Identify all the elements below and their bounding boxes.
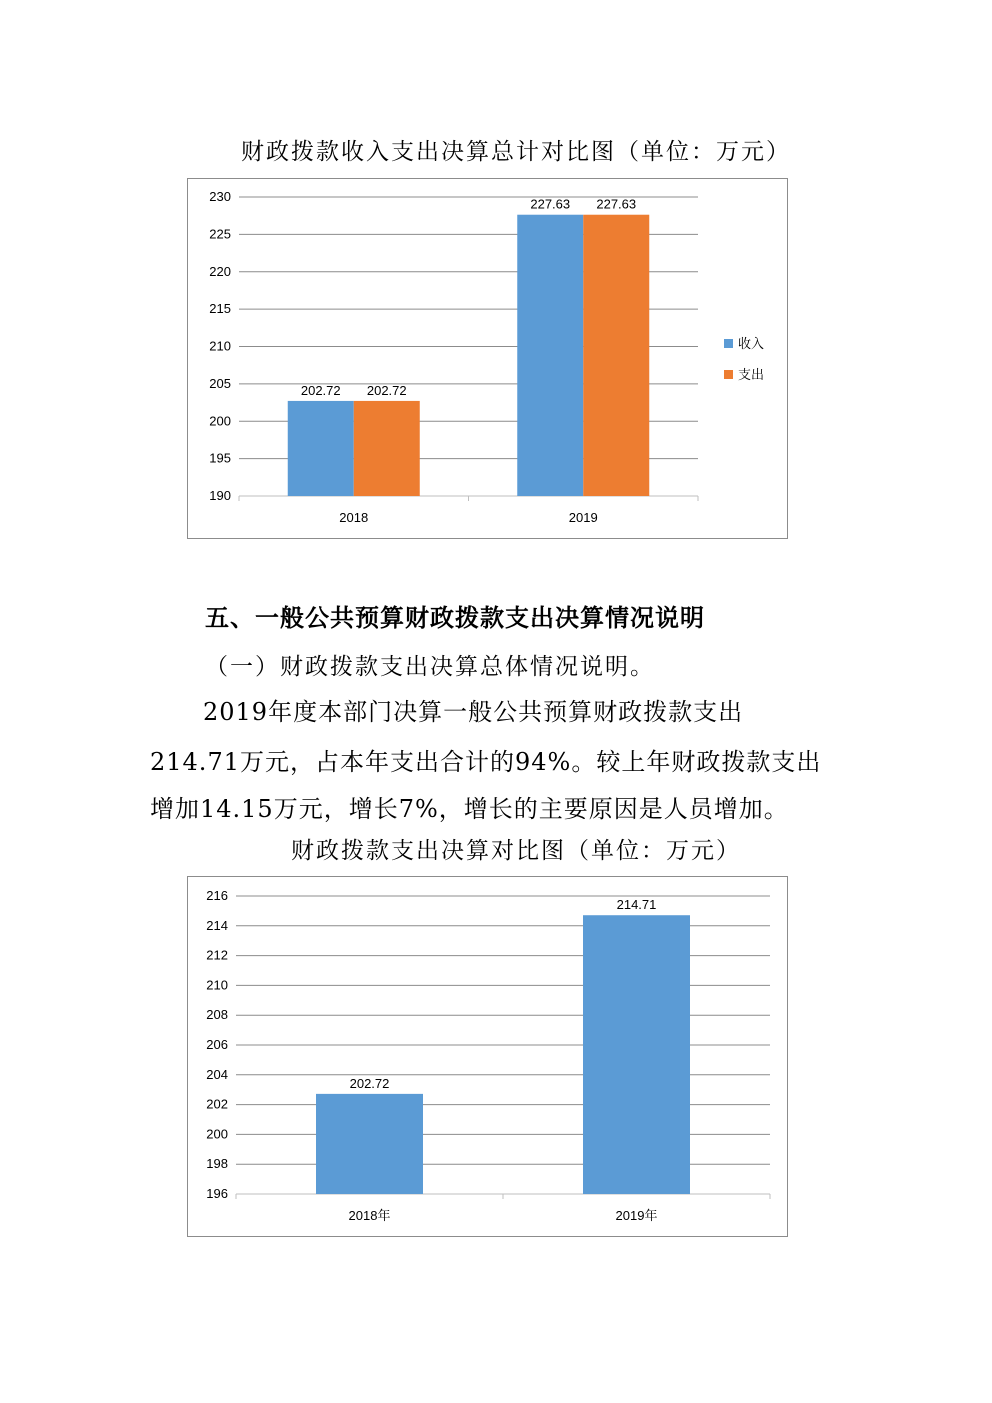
chart1-ytick-label: 220 (209, 263, 231, 279)
chart2-ytick-label: 202 (206, 1096, 228, 1112)
chart1-data-label: 202.72 (366, 382, 407, 398)
chart1-data-label: 227.63 (596, 196, 637, 212)
chart2-ytick-label: 204 (206, 1066, 228, 1082)
chart2-title: 财政拨款支出决算对比图（单位：万元） (291, 838, 741, 864)
chart2-bar-2019年-支出 (583, 915, 690, 1194)
chart1-ytick-label: 230 (209, 189, 231, 204)
chart1-ytick-label: 195 (209, 450, 231, 466)
chart2-ytick-label: 212 (206, 947, 228, 963)
chart2-ytick-label: 196 (206, 1186, 228, 1201)
chart2-frame (187, 876, 788, 1237)
chart1-ytick-label: 210 (209, 338, 231, 354)
chart1-category-label: 2019 (568, 510, 598, 525)
chart2-ytick-label: 198 (206, 1156, 228, 1172)
section-subheading: （一）财政拨款支出决算总体情况说明。 (205, 654, 655, 680)
chart1-ytick-label: 200 (209, 413, 231, 429)
chart1-bar-2019-收入 (517, 215, 583, 496)
paragraph-line-1: 2019年度本部门决算一般公共预算财政拨款支出 (203, 698, 744, 726)
chart1-ytick-label: 205 (209, 375, 231, 391)
chart1-plot (188, 179, 787, 538)
chart2-plot (188, 877, 787, 1236)
chart1-bar-2019-支出 (583, 215, 649, 496)
chart1-legend-label: 收入 (738, 337, 765, 352)
chart1-legend-swatch (724, 370, 733, 379)
chart1-title: 财政拨款收入支出决算总计对比图（单位：万元） (241, 139, 791, 165)
paragraph-line-2: 214.71万元，占本年支出合计的94%。较上年财政拨款支出 (150, 748, 822, 776)
chart1-ytick-label: 215 (209, 301, 231, 317)
chart1-ytick-label: 225 (209, 226, 231, 242)
chart2-ytick-label: 214 (206, 917, 228, 933)
paragraph-line-3: 增加14.15万元，增长7%，增长的主要原因是人员增加。 (150, 795, 789, 823)
chart2-ytick-label: 200 (206, 1126, 228, 1142)
chart1-ytick-label: 190 (209, 488, 231, 503)
chart1-data-label: 227.63 (530, 196, 571, 212)
chart2-ytick-label: 210 (206, 977, 228, 993)
chart2-ytick-label: 206 (206, 1037, 228, 1052)
chart1-frame (187, 178, 788, 539)
chart1-legend-swatch (724, 339, 733, 348)
chart1-data-label: 202.72 (300, 382, 341, 398)
chart2-ytick-label: 216 (206, 888, 228, 903)
chart2-category-label: 2018年 (348, 1208, 391, 1223)
chart1-category-label: 2018 (339, 510, 369, 525)
chart1-bar-2018-支出 (354, 401, 420, 496)
chart2-category-label: 2019年 (615, 1208, 658, 1223)
chart1-legend-label: 支出 (738, 368, 765, 383)
chart2-ytick-label: 208 (206, 1007, 228, 1023)
chart2-data-label: 202.72 (349, 1075, 390, 1091)
chart2-bar-2018年-支出 (316, 1094, 423, 1194)
chart2-data-label: 214.71 (616, 897, 657, 913)
section-heading: 五、一般公共预算财政拨款支出决算情况说明 (205, 604, 705, 632)
chart1-bar-2018-收入 (288, 401, 354, 496)
